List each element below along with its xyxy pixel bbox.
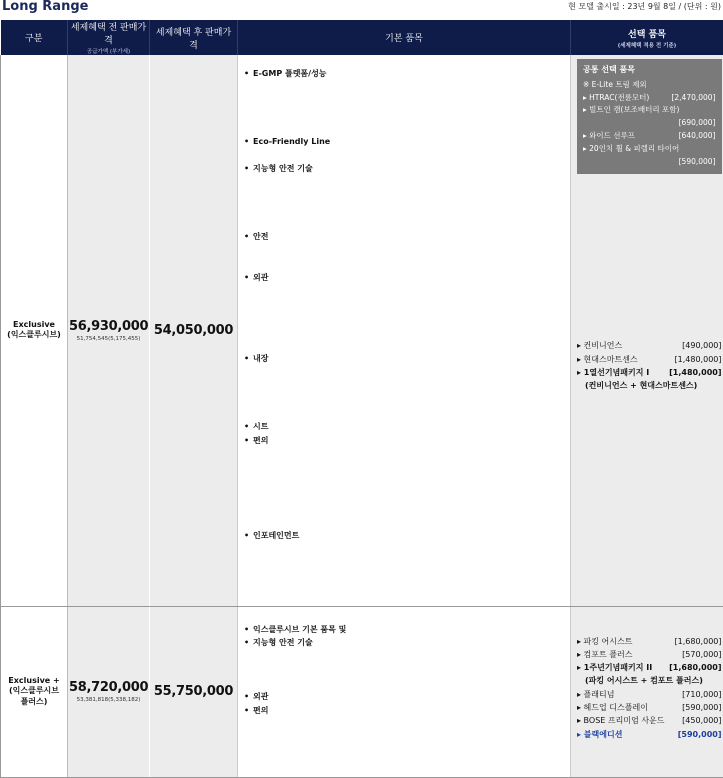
feature-block <box>244 352 566 420</box>
option-price: [570,000] <box>682 648 721 661</box>
option-price: [450,000] <box>682 714 721 727</box>
common-option-name: ▸ 와이드 선루프 <box>583 130 635 143</box>
price-before-cell <box>68 55 150 606</box>
common-option-price: [590,000] <box>679 156 716 169</box>
feature-line <box>253 420 566 434</box>
option-item <box>577 701 722 714</box>
options-cell <box>571 55 723 606</box>
col-price-before <box>68 20 150 55</box>
bullet-icon: • <box>244 352 253 420</box>
feature-line <box>253 94 566 108</box>
bullet-icon: • <box>244 420 253 434</box>
features-cell <box>238 606 571 777</box>
feature-line <box>253 339 566 353</box>
feature-line <box>253 448 566 462</box>
option-item <box>577 353 722 366</box>
feature-line <box>253 121 566 135</box>
feature-line <box>253 108 566 122</box>
table-header-row <box>1 20 723 55</box>
feature-line <box>253 475 566 489</box>
feature-block <box>244 271 566 353</box>
feature-lines <box>253 434 566 529</box>
feature-line <box>253 352 566 366</box>
feature-line <box>253 677 566 691</box>
feature-lines <box>253 623 566 637</box>
bullet-icon: • <box>244 704 253 718</box>
feature-line <box>253 67 566 81</box>
feature-key: 지능형 안전 기술 <box>253 638 313 647</box>
feature-line <box>253 81 566 95</box>
feature-lines <box>253 636 566 690</box>
common-option-price: [640,000] <box>679 130 716 143</box>
option-item <box>577 661 722 674</box>
option-price: [1,480,000] <box>675 353 722 366</box>
feature-block <box>244 434 566 529</box>
feature-key: 편의 <box>253 706 268 715</box>
option-price: [710,000] <box>682 688 721 701</box>
col-features: 기본 품목 <box>238 20 571 55</box>
col-price-before-label: 세제혜택 전 판매가격 <box>71 23 146 46</box>
bullet-icon: • <box>244 67 253 135</box>
feature-key: 인포테인먼트 <box>253 531 299 540</box>
price-before-sub: 53,381,818(5,338,182) <box>69 697 148 703</box>
price-after: 54,050,000 <box>151 323 236 338</box>
common-option-name: ▸ 20인치 휠 & 피렐리 타이어 <box>583 143 679 156</box>
feature-line <box>253 393 566 407</box>
option-package-contents: (파킹 어시스트 + 컴포트 플러스) <box>577 674 722 687</box>
option-price: [1,680,000] <box>675 635 722 648</box>
bullet-icon: • <box>244 230 253 271</box>
price-table <box>0 20 723 778</box>
option-name: ▸ 현대스마트센스 <box>577 353 638 366</box>
feature-key: Eco-Friendly Line <box>253 137 330 146</box>
feature-line <box>253 135 566 149</box>
option-price: [1,680,000] <box>669 661 721 674</box>
table-row-exclusive-plus <box>1 606 723 777</box>
option-name: ▸ 1열선기념패키지 I <box>577 366 649 379</box>
trim-name-kr: (익스클루시브 <box>2 685 66 696</box>
feature-line <box>253 488 566 502</box>
option-item <box>577 688 722 701</box>
feature-block <box>244 529 566 570</box>
trim-name: Exclusive + <box>2 676 66 685</box>
option-name: ▸ 1주년기념패키지 II <box>577 661 652 674</box>
bullet-icon: • <box>244 636 253 690</box>
option-price: [490,000] <box>682 339 721 352</box>
feature-key: E-GMP 플랫폼/성능 <box>253 69 327 78</box>
feature-line <box>253 650 566 664</box>
feature-lines <box>253 135 566 162</box>
feature-line <box>253 189 566 203</box>
feature-line <box>253 434 566 448</box>
feature-line <box>253 556 566 570</box>
feature-block <box>244 230 566 271</box>
trim-cell <box>1 606 68 777</box>
option-item <box>577 635 722 648</box>
feature-lines <box>253 420 566 434</box>
common-option-item <box>583 143 716 156</box>
option-price: [590,000] <box>678 728 722 741</box>
feature-line <box>253 230 566 244</box>
common-option-item <box>583 92 716 105</box>
option-name: ▸ 파킹 어시스트 <box>577 635 632 648</box>
feature-lines <box>253 529 566 570</box>
col-price-before-sub: 공급가액 (부가세) <box>70 47 147 55</box>
feature-block <box>244 420 566 434</box>
col-trim: 구분 <box>1 20 68 55</box>
col-options <box>571 20 723 55</box>
option-price: [1,480,000] <box>669 366 721 379</box>
feature-key: 외관 <box>253 273 268 282</box>
bullet-icon: • <box>244 623 253 637</box>
option-list <box>577 635 722 741</box>
col-options-label: 선택 품목 <box>628 30 666 40</box>
option-price: [590,000] <box>682 701 721 714</box>
option-name: ▸ 컴포트 플러스 <box>577 648 632 661</box>
feature-line <box>253 312 566 326</box>
bullet-icon: • <box>244 162 253 230</box>
feature-key: 외관 <box>253 692 268 701</box>
feature-key: 지능형 안전 기술 <box>253 164 313 173</box>
option-list <box>577 339 722 392</box>
feature-key: 편의 <box>253 436 268 445</box>
price-before: 58,720,000 <box>69 680 148 695</box>
trim-name-kr-2: 플러스) <box>2 696 66 707</box>
common-option-item <box>583 104 716 117</box>
feature-block <box>244 623 566 637</box>
feature-block <box>244 162 566 230</box>
price-after-cell <box>150 606 238 777</box>
col-price-after: 세제혜택 후 판매가격 <box>150 20 238 55</box>
feature-lines <box>253 271 566 353</box>
common-options-list <box>583 92 716 169</box>
feature-line <box>253 704 566 718</box>
options-cell <box>571 606 723 777</box>
option-item <box>577 648 722 661</box>
bullet-icon: • <box>244 529 253 570</box>
bullet-icon: • <box>244 271 253 353</box>
feature-lines <box>253 704 566 718</box>
feature-line <box>253 244 566 258</box>
feature-line <box>253 162 566 176</box>
trim-cell <box>1 55 68 606</box>
feature-lines <box>253 352 566 420</box>
option-name: ▸ 블랙에디션 <box>577 728 622 741</box>
trim-name: Exclusive <box>2 320 66 329</box>
feature-line <box>253 298 566 312</box>
feature-line <box>253 543 566 557</box>
feature-line <box>253 325 566 339</box>
feature-line <box>253 407 566 421</box>
common-option-name: ▸ HTRAC(전륜모터) <box>583 92 649 105</box>
price-before-sub: 51,754,545(5,175,455) <box>69 336 148 342</box>
option-package-contents: (컨비니언스 + 현대스마트센스) <box>577 379 722 392</box>
feature-line <box>253 149 566 163</box>
feature-lines <box>253 230 566 271</box>
common-option-name: ▸ 빌트인 캠(보조배터리 포함) <box>583 104 679 117</box>
feature-line <box>253 516 566 530</box>
feature-line <box>253 366 566 380</box>
feature-lines <box>253 67 566 135</box>
feature-block <box>244 67 566 135</box>
table-row-exclusive <box>1 55 723 606</box>
common-options-title: 공통 선택 품목 <box>583 64 716 77</box>
feature-lines <box>253 690 566 704</box>
option-name: ▸ 플래티넘 <box>577 688 614 701</box>
bullet-icon: • <box>244 690 253 704</box>
common-options-exclusion: ※ E-Lite 트림 제외 <box>583 79 716 92</box>
feature-line <box>253 271 566 285</box>
feature-line <box>253 663 566 677</box>
feature-key: 내장 <box>253 354 268 363</box>
feature-key: 익스클루시브 기본 품목 및 <box>253 625 346 634</box>
feature-block <box>244 636 566 690</box>
option-item <box>577 339 722 352</box>
feature-line <box>253 502 566 516</box>
feature-block <box>244 704 566 718</box>
common-option-price: [2,470,000] <box>671 92 715 105</box>
price-before-cell <box>68 606 150 777</box>
feature-line <box>253 690 566 704</box>
col-options-sub: (세제혜택 적용 전 기준) <box>573 41 721 49</box>
option-name: ▸ BOSE 프리미엄 사운드 <box>577 714 665 727</box>
page-title: Long Range <box>2 0 88 14</box>
option-item <box>577 728 722 741</box>
feature-line <box>253 257 566 271</box>
common-option-item <box>583 130 716 143</box>
option-item <box>577 366 722 379</box>
top-bar <box>0 0 723 22</box>
price-after-cell <box>150 55 238 606</box>
feature-line <box>253 529 566 543</box>
common-option-item <box>583 117 716 130</box>
release-note: 현 모델 출시일 : 23년 9월 8일 / (단위 : 원) <box>568 1 721 12</box>
price-before: 56,930,000 <box>69 319 148 334</box>
features-cell <box>238 55 571 606</box>
option-name: ▸ 컨비니언스 <box>577 339 622 352</box>
trim-name-kr: (익스클루시브) <box>2 329 66 340</box>
feature-line <box>253 285 566 299</box>
common-options-box <box>577 59 722 174</box>
feature-key: 안전 <box>253 232 268 241</box>
feature-line <box>253 380 566 394</box>
feature-lines <box>253 162 566 230</box>
bullet-icon: • <box>244 135 253 162</box>
option-name: ▸ 헤드업 디스플레이 <box>577 701 648 714</box>
feature-list <box>244 67 566 570</box>
feature-key: 시트 <box>253 422 268 431</box>
bullet-icon: • <box>244 434 253 529</box>
price-after: 55,750,000 <box>151 684 236 699</box>
common-option-price: [690,000] <box>679 117 716 130</box>
feature-line <box>253 636 566 650</box>
feature-line <box>253 217 566 231</box>
feature-block <box>244 135 566 162</box>
feature-block <box>244 690 566 704</box>
feature-line <box>253 461 566 475</box>
feature-line <box>253 176 566 190</box>
feature-list <box>244 623 566 718</box>
feature-line <box>253 623 566 637</box>
feature-line <box>253 203 566 217</box>
common-option-item <box>583 156 716 169</box>
option-item <box>577 714 722 727</box>
